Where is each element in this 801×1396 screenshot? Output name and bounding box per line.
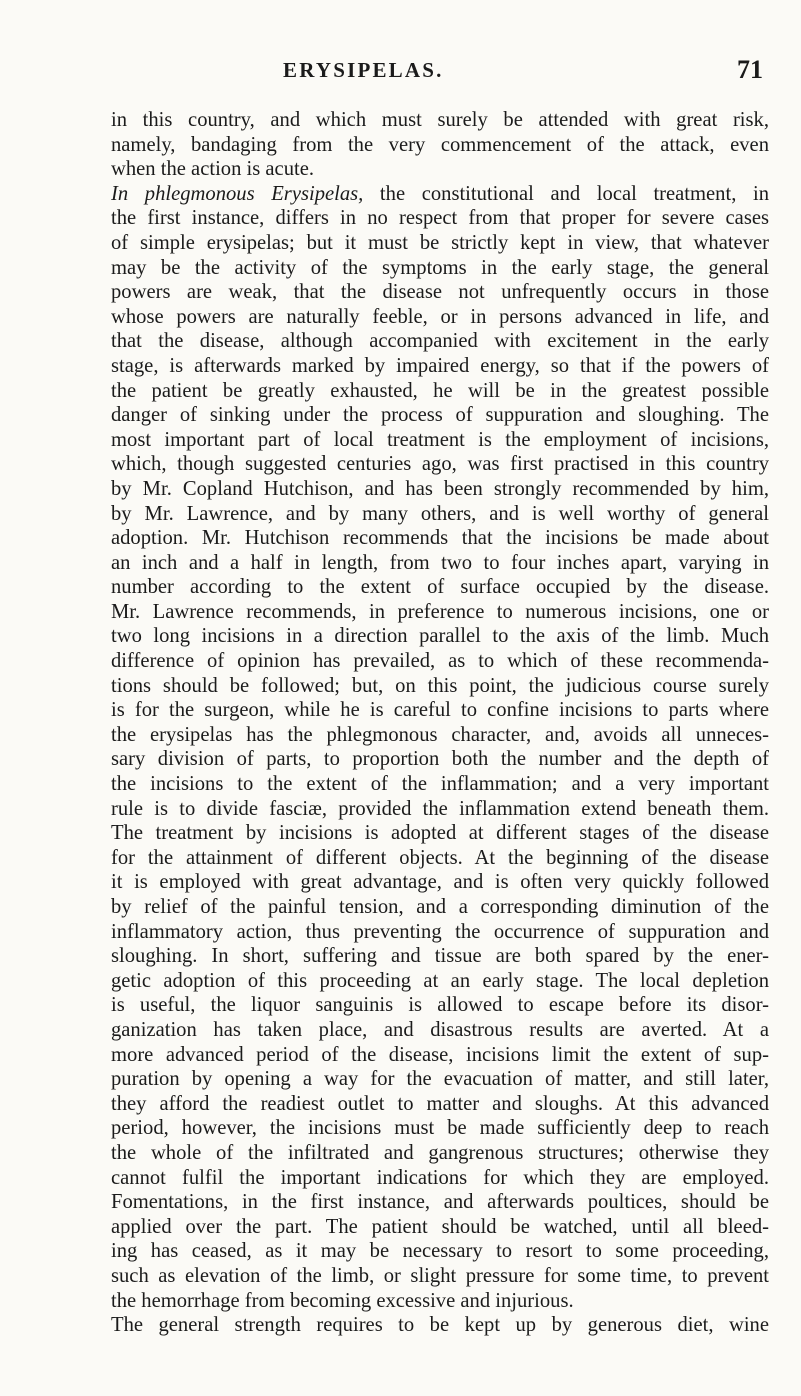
line-text: Fomentations, in the first instance, and afterwards poultices, should be [111,1191,769,1214]
line-text: the incisions to the extent of the inflammation; and a very important [111,773,769,796]
line-text: of simple erysipelas; but it must be strictly kept in view, that whatever [111,231,769,254]
line-text: namely, bandaging from the very commencement of the attack, even [111,133,769,156]
line-text: difference of opinion has prevailed, as to which of these recommenda- [111,650,769,673]
text-line [111,600,769,625]
text-line [111,379,769,404]
line-text: the whole of the infiltrated and gangrenous structures; otherwise they [111,1141,769,1164]
text-line [111,182,769,207]
text-line [111,1166,769,1191]
line-text: sloughing. In short, suffering and tissue are both spared by the ener- [111,945,769,968]
line-text: it is employed with great advantage, and is often very quickly followed [111,871,769,894]
line-text: most important part of local treatment is the employment of incisions, [111,428,769,451]
text-line [111,772,769,797]
line-text: adoption. Mr. Hutchison recommends that the incisions be made about [111,527,769,550]
text-line [111,329,769,354]
line-text: inflammatory action, thus preventing the occurrence of suppuration and [111,920,769,943]
text-line [111,305,769,330]
text-line [111,1018,769,1043]
line-text: the hemorrhage from becoming excessive and injurious. [111,1289,574,1312]
text-line [111,895,769,920]
text-line [111,846,769,871]
text-line [111,870,769,895]
line-text: Mr. Lawrence recommends, in preference to numerous incisions, one or [111,600,769,623]
text-line [111,1190,769,1215]
text-line [111,575,769,600]
text-line [111,551,769,576]
line-text: danger of sinking under the process of suppuration and sloughing. The [111,404,769,427]
line-text: number according to the extent of surface occupied by the disease. [111,576,769,599]
line-text: may be the activity of the symptoms in the early stage, the general [111,256,769,279]
text-line [111,280,769,305]
text-line [111,1092,769,1117]
text-line [111,157,769,182]
text-line [111,920,769,945]
text-line [111,969,769,994]
line-text: period, however, the incisions must be made sufficiently deep to reach [111,1117,769,1140]
text-line [111,1239,769,1264]
line-text: when the action is acute. [111,158,315,181]
line-text: in this country, and which must surely be attended with great risk, [111,109,769,131]
line-text: an inch and a half in length, from two to four inches apart, varying in [111,551,769,574]
text-line [111,649,769,674]
text-line [111,821,769,846]
line-text: ing has ceased, as it may be necessary to resort to some proceeding, [111,1240,769,1263]
line-text: whose powers are naturally feeble, or in persons advanced in life, and [111,305,769,328]
line-text: by Mr. Lawrence, and by many others, and is well worthy of general [111,502,769,525]
text-line [111,1264,769,1289]
line-text: is useful, the liquor sanguinis is allowed to escape before its disor- [111,994,769,1017]
line-text: by Mr. Copland Hutchison, and has been strongly recommended by him, [111,477,769,500]
text-line [111,526,769,551]
text-line [111,1067,769,1092]
line-text: which, though suggested centuries ago, was first practised in this country [111,453,769,476]
text-line [111,354,769,379]
text-line [111,1215,769,1240]
text-line [111,723,769,748]
line-text: the first instance, differs in no respect from that proper for severe cases [111,207,769,230]
running-head: ERYSIPELAS. [283,58,444,82]
text-line [111,428,769,453]
line-text: stage, is afterwards marked by impaired energy, so that if the powers of [111,354,769,377]
line-text: the constitutional and local treatment, in [363,182,769,205]
text-line [111,797,769,822]
text-line [111,477,769,502]
text-line [111,1313,769,1338]
line-text: by relief of the painful tension, and a corresponding diminution of the [111,896,769,918]
page-header [283,55,763,88]
line-text: sary division of parts, to proportion both the number and the depth of [111,748,769,771]
line-text: powers are weak, that the disease not unfrequently occurs in those [111,281,769,304]
page-number: 71 [737,55,763,84]
text-line [111,747,769,772]
line-text: for the attainment of different objects. At the beginning of the disease [111,846,769,869]
text-line [111,993,769,1018]
line-text: two long incisions in a direction parallel to the axis of the limb. Much [111,625,769,648]
line-text: rule is to divide fasciæ, provided the inflammation extend beneath them. [111,797,769,820]
text-line [111,206,769,231]
line-text: is for the surgeon, while he is careful to confine incisions to parts where [111,699,769,722]
text-line [111,1141,769,1166]
line-text: getic adoption of this proceeding at an early stage. The local depletion [111,969,769,992]
line-text: tions should be followed; but, on this point, the judicious course surely [111,674,769,697]
text-line [111,108,769,133]
text-line [111,1289,769,1314]
text-line [111,231,769,256]
text-line [111,674,769,699]
text-line [111,256,769,281]
line-text: The general strength requires to be kept up by generous diet, wine [111,1314,769,1337]
line-text: more advanced period of the disease, incisions limit the extent of sup- [111,1043,769,1066]
line-text: puration by opening a way for the evacuation of matter, and still later, [111,1068,769,1091]
body-text [111,108,769,1338]
line-text: the patient be greatly exhausted, he will be in the greatest possible [111,379,769,402]
text-line [111,502,769,527]
line-text: the erysipelas has the phlegmonous character, and, avoids all unneces- [111,723,769,746]
text-line [111,698,769,723]
italic-heading: In phlegmonous Erysipelas, [111,182,364,205]
line-text: such as elevation of the limb, or slight pressure for some time, to prevent [111,1264,769,1287]
line-text: applied over the part. The patient should be watched, until all bleed- [111,1215,769,1238]
line-text: The treatment by incisions is adopted at different stages of the disease [111,822,769,845]
text-line [111,624,769,649]
text-line [111,1043,769,1068]
text-line [111,452,769,477]
line-text: that the disease, although accompanied with excitement in the early [111,330,769,353]
text-line [111,133,769,158]
line-text: cannot fulfil the important indications for which they are employed. [111,1166,769,1189]
line-text: they afford the readiest outlet to matter and sloughs. At this advanced [111,1092,769,1115]
text-line [111,403,769,428]
line-text: ganization has taken place, and disastrous results are averted. At a [111,1018,769,1041]
text-line [111,944,769,969]
text-line [111,1116,769,1141]
